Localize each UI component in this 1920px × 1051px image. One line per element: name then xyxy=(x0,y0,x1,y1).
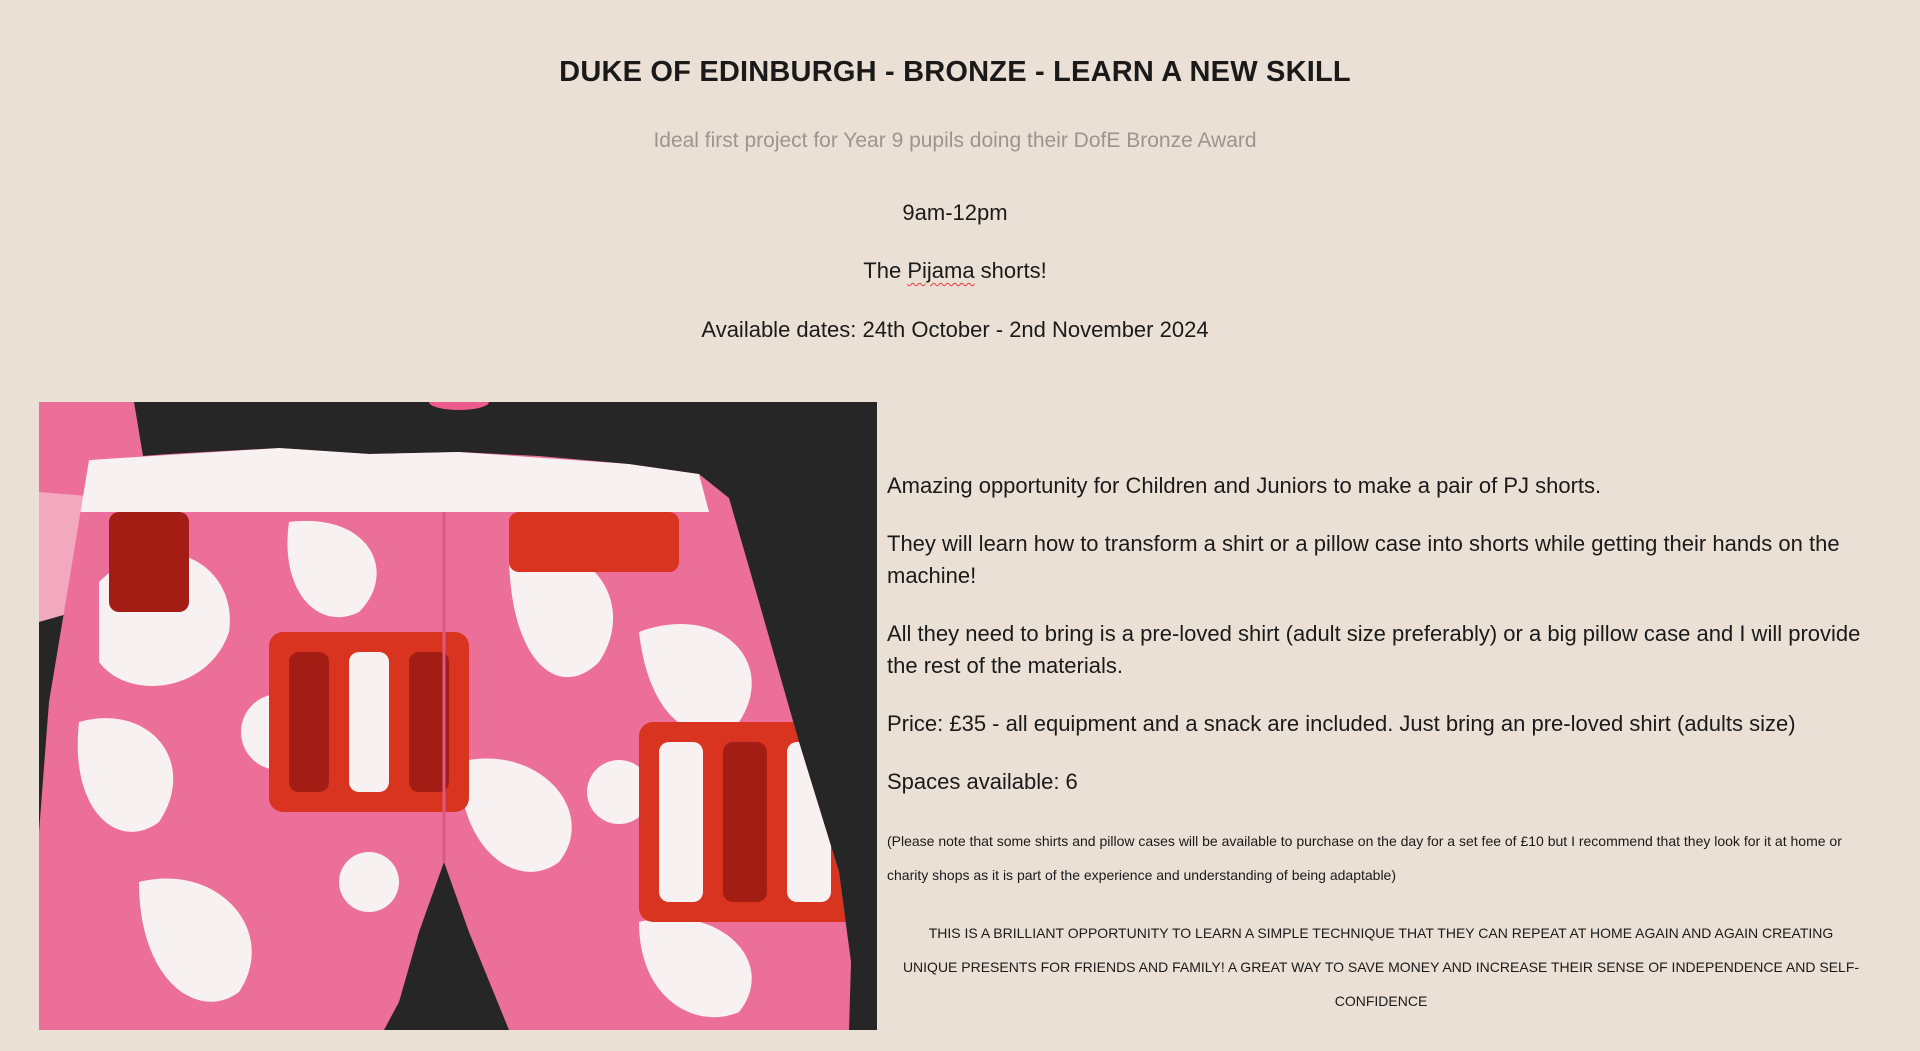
pj-shorts-photo xyxy=(39,402,877,1030)
description-learning: They will learn how to transform a shirt or a pillow case into shorts while getting their hands on the machine! xyxy=(887,531,1840,588)
session-time: 9am-12pm xyxy=(902,200,1008,225)
description-materials: All they need to bring is a pre-loved shirt (adult size preferably) or a big pillow case and I will provide the rest of the materials. xyxy=(887,621,1861,678)
closing-statement: THIS IS A BRILLIANT OPPORTUNITY TO LEARN A SIMPLE TECHNIQUE THAT THEY CAN REPEAT AT HOME AGAIN AND AGAIN CREATING UNIQUE PRESENTS FOR FRIENDS AND FAMILY! A GREAT WAY TO SAVE MONEY AND INCREASE THEIR SENSE OF INDEPENDENCE AND SELF-CONFIDENCE xyxy=(902,925,1860,1009)
page-title: DUKE OF EDINBURGH - BRONZE - LEARN A NEW SKILL xyxy=(559,56,1351,88)
note-text: (Please note that some shirts and pillow cases will be available to purchase on the day for a set fee of £10 but I recommend that they look for it at home or charity shops as it is part of the experience and understanding of being adaptable) xyxy=(887,833,1842,883)
project-prefix: The xyxy=(863,258,908,283)
project-suffix: shorts! xyxy=(974,258,1047,283)
available-dates: Available dates: 24th October - 2nd November 2024 xyxy=(701,317,1209,342)
spaces-text: Spaces available: 6 xyxy=(887,769,1078,794)
page-subtitle: Ideal first project for Year 9 pupils doing their DofE Bronze Award xyxy=(653,129,1257,152)
description xyxy=(887,470,1877,1018)
misspelled-word: Pijama xyxy=(907,258,975,283)
price-text: Price: £35 - all equipment and a snack are included. Just bring an pre-loved shirt (adults size) xyxy=(887,711,1796,736)
description-intro: Amazing opportunity for Children and Juniors to make a pair of PJ shorts. xyxy=(887,473,1602,498)
project-name xyxy=(0,258,1910,284)
